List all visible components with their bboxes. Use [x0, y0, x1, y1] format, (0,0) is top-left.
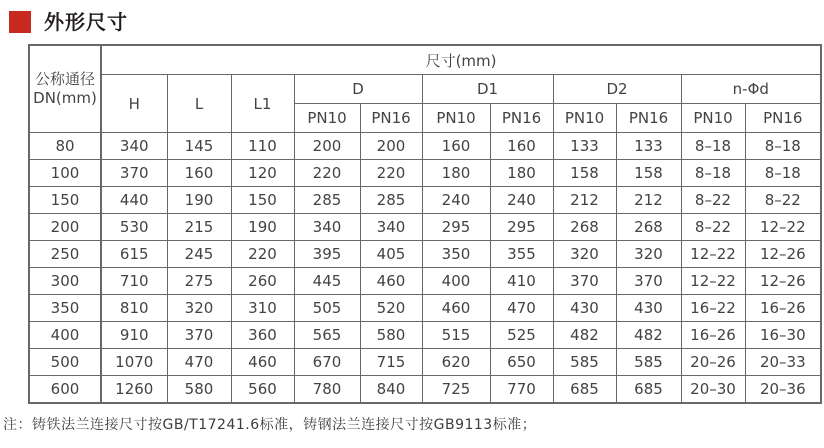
- dimension-value-cell: 370: [616, 268, 681, 295]
- dimension-value-cell: 240: [490, 187, 553, 214]
- dimension-value-cell: 220: [360, 160, 422, 187]
- dimension-value-cell: 310: [231, 295, 294, 322]
- dn-value-cell: 400: [29, 322, 101, 349]
- dimension-value-cell: 430: [553, 295, 616, 322]
- dimension-value-cell: 240: [422, 187, 490, 214]
- dimension-value-cell: 370: [553, 268, 616, 295]
- pn10-header-d2: PN10: [553, 104, 616, 133]
- dimension-table: [28, 44, 822, 404]
- dimension-value-cell: 190: [231, 214, 294, 241]
- dimension-value-cell: 320: [167, 295, 231, 322]
- table-row: [29, 376, 821, 404]
- dimension-value-cell: 8–22: [681, 187, 745, 214]
- dimension-value-cell: 525: [490, 322, 553, 349]
- pn16-header-d2: PN16: [616, 104, 681, 133]
- dimension-value-cell: 8–18: [681, 160, 745, 187]
- dimension-value-cell: 410: [490, 268, 553, 295]
- table-header: [29, 45, 821, 133]
- dimension-value-cell: 670: [294, 349, 360, 376]
- dimension-value-cell: 245: [167, 241, 231, 268]
- dimension-value-cell: 470: [490, 295, 553, 322]
- dimension-value-cell: 685: [553, 376, 616, 404]
- dimension-value-cell: 20–26: [681, 349, 745, 376]
- dimension-value-cell: 320: [553, 241, 616, 268]
- table-row: [29, 268, 821, 295]
- dimension-value-cell: 8–18: [745, 133, 821, 160]
- dimension-value-cell: 615: [101, 241, 167, 268]
- dimension-value-cell: 320: [616, 241, 681, 268]
- dn-header-line2: DN(mm): [33, 89, 97, 107]
- dimension-value-cell: 260: [231, 268, 294, 295]
- dimension-value-cell: 340: [101, 133, 167, 160]
- dimension-value-cell: 145: [167, 133, 231, 160]
- dimension-value-cell: 12–22: [681, 241, 745, 268]
- dimension-value-cell: 360: [231, 322, 294, 349]
- table-row: [29, 160, 821, 187]
- column-header-l: L: [167, 75, 231, 133]
- dimension-value-cell: 650: [490, 349, 553, 376]
- dimension-value-cell: 810: [101, 295, 167, 322]
- dimension-value-cell: 715: [360, 349, 422, 376]
- table-row: [29, 187, 821, 214]
- dimension-value-cell: 160: [167, 160, 231, 187]
- dimension-value-cell: 520: [360, 295, 422, 322]
- page-title: 外形尺寸: [44, 10, 128, 34]
- dimension-value-cell: 212: [616, 187, 681, 214]
- dimension-value-cell: 200: [294, 133, 360, 160]
- dimension-value-cell: 160: [422, 133, 490, 160]
- dimension-value-cell: 12–26: [745, 268, 821, 295]
- dn-value-cell: 350: [29, 295, 101, 322]
- section-title-row: [0, 0, 824, 34]
- red-square-bullet-icon: [9, 11, 31, 33]
- column-header-h: H: [101, 75, 167, 133]
- dimension-value-cell: 530: [101, 214, 167, 241]
- table-row: [29, 322, 821, 349]
- dimension-value-cell: 340: [360, 214, 422, 241]
- dimension-value-cell: 12–26: [745, 241, 821, 268]
- dimension-value-cell: 470: [167, 349, 231, 376]
- pn10-header-d1: PN10: [422, 104, 490, 133]
- dimension-value-cell: 440: [101, 187, 167, 214]
- pn16-header-d1: PN16: [490, 104, 553, 133]
- dn-value-cell: 600: [29, 376, 101, 404]
- dimension-value-cell: 482: [553, 322, 616, 349]
- dn-header-line1: 公称通径: [34, 70, 95, 88]
- dimension-value-cell: 200: [360, 133, 422, 160]
- group-header-d2: D2: [553, 75, 681, 104]
- dimension-value-cell: 20–36: [745, 376, 821, 404]
- dimension-value-cell: 350: [422, 241, 490, 268]
- table-row: [29, 133, 821, 160]
- group-header-d1: D1: [422, 75, 553, 104]
- dn-value-cell: 100: [29, 160, 101, 187]
- dimension-value-cell: 620: [422, 349, 490, 376]
- table-row: [29, 241, 821, 268]
- dimension-value-cell: 20–30: [681, 376, 745, 404]
- dimension-value-cell: 725: [422, 376, 490, 404]
- dimension-value-cell: 585: [616, 349, 681, 376]
- dimension-value-cell: 110: [231, 133, 294, 160]
- group-header-n-phi-d: n-Φd: [681, 75, 821, 104]
- table-row: [29, 349, 821, 376]
- dimension-value-cell: 160: [490, 133, 553, 160]
- dimension-value-cell: 12–22: [681, 268, 745, 295]
- dimension-value-cell: 180: [422, 160, 490, 187]
- dimension-value-cell: 212: [553, 187, 616, 214]
- dimension-value-cell: 220: [231, 241, 294, 268]
- dimension-value-cell: 370: [167, 322, 231, 349]
- dimension-value-cell: 840: [360, 376, 422, 404]
- column-header-l1: L1: [231, 75, 294, 133]
- dimension-value-cell: 585: [553, 349, 616, 376]
- dn-value-cell: 80: [29, 133, 101, 160]
- dimension-value-cell: 460: [360, 268, 422, 295]
- dimension-value-cell: 285: [360, 187, 422, 214]
- dimension-value-cell: 220: [294, 160, 360, 187]
- dimension-value-cell: 8–18: [681, 133, 745, 160]
- dn-value-cell: 250: [29, 241, 101, 268]
- dimension-value-cell: 780: [294, 376, 360, 404]
- table-row: [29, 214, 821, 241]
- dimension-value-cell: 8–22: [745, 187, 821, 214]
- dimension-value-cell: 268: [553, 214, 616, 241]
- dimension-value-cell: 1070: [101, 349, 167, 376]
- dimension-value-cell: 12–22: [745, 214, 821, 241]
- header-row-1: [29, 45, 821, 75]
- dimension-value-cell: 770: [490, 376, 553, 404]
- dimension-value-cell: 400: [422, 268, 490, 295]
- dimension-value-cell: 505: [294, 295, 360, 322]
- dimension-value-cell: 460: [231, 349, 294, 376]
- dimension-value-cell: 395: [294, 241, 360, 268]
- dimension-value-cell: 8–18: [745, 160, 821, 187]
- header-row-2: [29, 75, 821, 104]
- dn-column-header: [29, 45, 101, 133]
- dimension-value-cell: 560: [231, 376, 294, 404]
- dimension-table-body: [29, 133, 821, 404]
- dn-value-cell: 300: [29, 268, 101, 295]
- dimension-value-cell: 133: [553, 133, 616, 160]
- dn-value-cell: 200: [29, 214, 101, 241]
- size-mm-header: 尺寸(mm): [101, 45, 821, 75]
- dimension-value-cell: 482: [616, 322, 681, 349]
- dimension-value-cell: 158: [553, 160, 616, 187]
- dimension-value-cell: 180: [490, 160, 553, 187]
- dimension-value-cell: 430: [616, 295, 681, 322]
- dn-value-cell: 150: [29, 187, 101, 214]
- dimension-value-cell: 16–26: [745, 295, 821, 322]
- dimension-value-cell: 150: [231, 187, 294, 214]
- table-row: [29, 295, 821, 322]
- dimension-value-cell: 340: [294, 214, 360, 241]
- dimension-value-cell: 355: [490, 241, 553, 268]
- dimension-value-cell: 16–22: [681, 295, 745, 322]
- pn16-header-d: PN16: [360, 104, 422, 133]
- dimension-value-cell: 16–26: [681, 322, 745, 349]
- dimension-value-cell: 685: [616, 376, 681, 404]
- dimension-value-cell: 710: [101, 268, 167, 295]
- dimension-value-cell: 295: [422, 214, 490, 241]
- dimension-value-cell: 1260: [101, 376, 167, 404]
- dimension-value-cell: 405: [360, 241, 422, 268]
- dimension-value-cell: 275: [167, 268, 231, 295]
- dimension-value-cell: 370: [101, 160, 167, 187]
- dimension-value-cell: 120: [231, 160, 294, 187]
- dimension-value-cell: 910: [101, 322, 167, 349]
- dimension-table-wrap: [28, 44, 820, 404]
- dimension-value-cell: 580: [360, 322, 422, 349]
- dimension-value-cell: 215: [167, 214, 231, 241]
- pn10-header-d: PN10: [294, 104, 360, 133]
- dimension-value-cell: 285: [294, 187, 360, 214]
- group-header-d: D: [294, 75, 422, 104]
- dimension-value-cell: 445: [294, 268, 360, 295]
- dimension-value-cell: 20–33: [745, 349, 821, 376]
- dimension-value-cell: 565: [294, 322, 360, 349]
- pn10-header-n-phi-d: PN10: [681, 104, 745, 133]
- dimension-value-cell: 295: [490, 214, 553, 241]
- dimension-value-cell: 460: [422, 295, 490, 322]
- dimension-value-cell: 158: [616, 160, 681, 187]
- dimension-value-cell: 190: [167, 187, 231, 214]
- dimension-value-cell: 133: [616, 133, 681, 160]
- dimension-value-cell: 268: [616, 214, 681, 241]
- dimension-value-cell: 580: [167, 376, 231, 404]
- dimension-value-cell: 515: [422, 322, 490, 349]
- dimension-value-cell: 8–22: [681, 214, 745, 241]
- pn16-header-n-phi-d: PN16: [745, 104, 821, 133]
- dimension-value-cell: 16–30: [745, 322, 821, 349]
- dn-value-cell: 500: [29, 349, 101, 376]
- footnote: 注：铸铁法兰连接尺寸按GB/T17241.6标准，铸钢法兰连接尺寸按GB9113标准；: [3, 417, 537, 433]
